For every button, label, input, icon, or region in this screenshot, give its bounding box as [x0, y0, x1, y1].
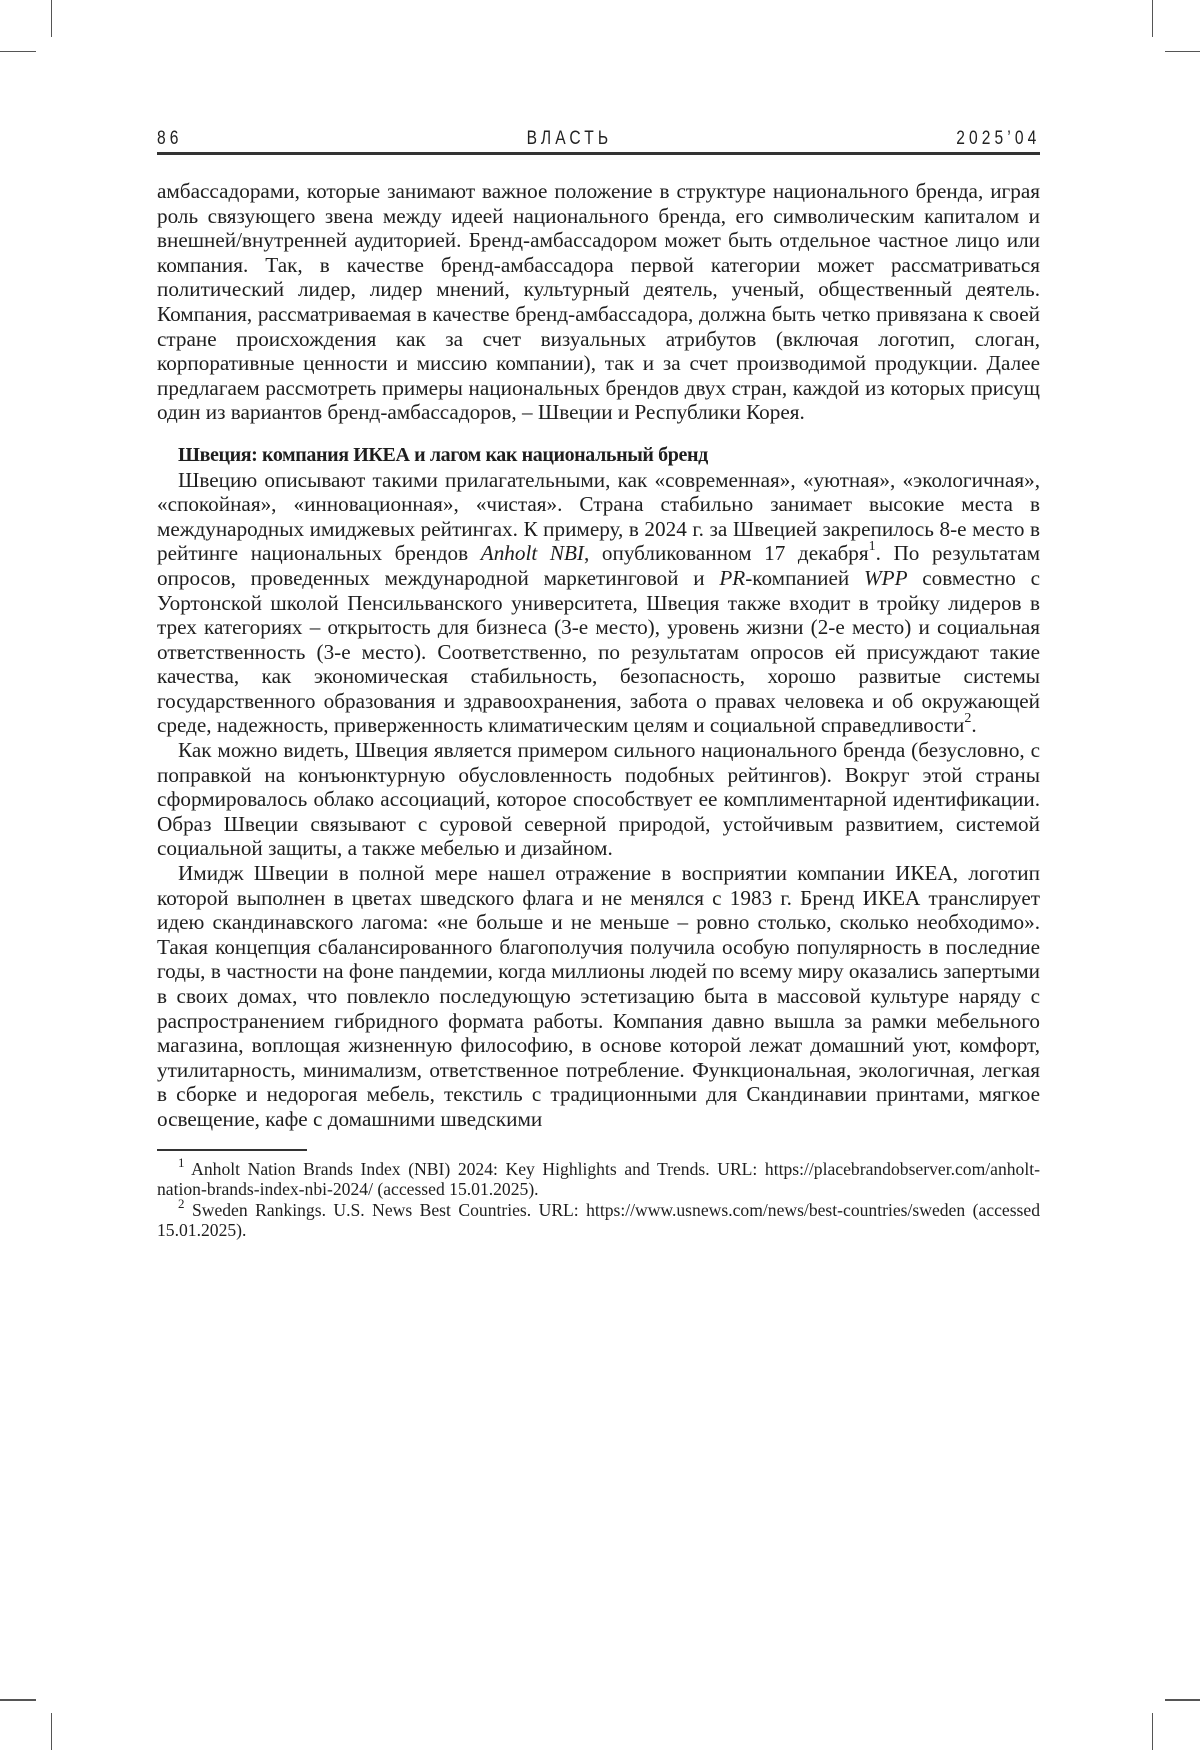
crop-mark-bottom-right-horizontal: [1165, 1699, 1200, 1701]
text-run: -компанией: [745, 565, 864, 590]
crop-mark-top-left-vertical: [51, 0, 52, 37]
crop-mark-top-left-horizontal: [0, 51, 36, 52]
italic-run: PR: [719, 565, 746, 590]
text-run: .: [971, 713, 977, 738]
footnote-2: [157, 1195, 1040, 1241]
footnote-text: Anholt Nation Brands Index (NBI) 2024: Key Highlights and Trends. URL: https://placebrandobserver.com/anholt-nation-brands-index-nbi-2024/ (accessed 15.01.2025).: [157, 1158, 1040, 1200]
italic-run: WPP: [863, 565, 908, 590]
footnote-number: 1: [178, 1154, 185, 1170]
footnote-ref-1[interactable]: 1: [868, 539, 876, 555]
page: [157, 122, 1040, 1241]
crop-mark-bottom-right-vertical: [1152, 1713, 1153, 1750]
running-head: [157, 122, 1040, 150]
article-body: [157, 179, 1040, 1132]
paragraph-3: Имидж Швеции в полной мере нашел отражение в восприятии компании ИКЕА, логотип которой выполнен в цветах шведского флага и не менялся с 1983 г. Бренд ИКЕА транслирует идею скандинавского лагома: «не больше и не меньше – ровно столько, сколько необходимо». Такая концепция сбалансированного благополучия получила особую популярность в последние годы, в частности на фоне пандемии, когда миллионы людей по всему миру оказались запертыми в своих домах, что повлекло последующую эстетизацию быта в массовой культуре наряду с распространением гибридного формата работы. Компания давно вышла за рамки мебельного магазина, воплощая жизненную философию, в основе которой лежат домашний уют, комфорт, утилитарность, минимализм, ответственное потребление. Функциональная, экологичная, легкая в сборке и недорогая мебель, текстиль с традиционными для Скандинавии принтами, мягкое освещение, кафе с домашними шведскими: [157, 861, 1040, 1131]
section-heading: Швеция: компания ИКЕА и лагом как национальный бренд: [178, 443, 708, 466]
text-run: Швецию описывают такими прилагательными, как «современная», «уютная», «экологичная», «спокойная», «инновационная», «чистая». Страна стабильно занимает высокие места в международных имиджевых рейтингах. К примеру, в 2024 г. за Швецией закрепилось 8-е место в рейтинге национальных брендов: [157, 467, 1040, 566]
crop-mark-bottom-left-horizontal: [0, 1699, 36, 1701]
page-number: 86: [157, 128, 183, 149]
issue-number: 2025’04: [956, 128, 1041, 149]
header-rule: [157, 152, 1040, 155]
footnote-text: Sweden Rankings. U.S. News Best Countries. URL: https://www.usnews.com/news/best-countries/sweden (accessed 15.01.2025).: [157, 1199, 1040, 1241]
crop-mark-top-right-horizontal: [1165, 51, 1200, 52]
footnote-ref-2[interactable]: 2: [964, 711, 972, 727]
footnote-1: [157, 1154, 1040, 1200]
crop-mark-top-right-vertical: [1152, 0, 1153, 37]
text-run: совместно с Уортонской школой Пенсильванского университета, Швеция также входит в тройку лидеров в трех категориях – открытость для бизнеса (3-е место), уровень жизни (2-е место) и социальная ответственность (3-е место). Соответственно, по результатам опросов ей присуждают такие качества, как экономическая стабильность, безопасность, хорошо развитые системы государственного образования и здравоохранения, забота о правах человека и об окружающей среде, надежность, приверженность климатическим целям и социальной справедливости: [157, 565, 1040, 738]
paragraph-2: Как можно видеть, Швеция является примером сильного национального бренда (безусловно, с поправкой на конъюнктурную обусловленность подобных рейтингов). Вокруг этой страны сформировалось облако ассоциаций, которое способствует ее комплиментарной идентификации. Образ Швеции связывают с суровой северной природой, устойчивым развитием, системой социальной защиты, а также мебелью и дизайном.: [157, 738, 1040, 861]
italic-run: Anholt NBI: [480, 541, 584, 566]
footnotes: [157, 1154, 1040, 1241]
paragraph-1: [157, 468, 1040, 739]
footnote-rule: [157, 1149, 307, 1151]
journal-title: ВЛАСТЬ: [526, 128, 613, 149]
footnote-number: 2: [178, 1195, 185, 1211]
text-run: , опубликованном 17 декабря: [583, 541, 869, 566]
crop-mark-bottom-left-vertical: [51, 1713, 52, 1750]
intro-paragraph: амбассадорами, которые занимают важное положение в структуре национального бренда, играя роль связующего звена между идеей национального бренда, его символическим капиталом и внешней/внутренней аудиторией. Бренд-амбассадором может быть отдельное частное лицо или компания. Так, в качестве бренд-амбассадора первой категории может рассматриваться политический лидер, лидер мнений, культурный деятель, ученый, общественный деятель. Компания, рассматриваемая в качестве бренд-амбассадора, должна быть четко привязана к своей стране происхождения как за счет визуальных атрибутов (включая логотип, слоган, корпоративные ценности и миссию компании), так и за счет производимой продукции. Далее предлагаем рассмотреть примеры национальных брендов двух стран, каждой из которых присущ один из вариантов бренд-амбассадоров, – Швеции и Республики Корея.: [157, 179, 1040, 425]
text-run: . По результатам опросов, проведенных международной маркетинговой и: [157, 541, 1040, 590]
